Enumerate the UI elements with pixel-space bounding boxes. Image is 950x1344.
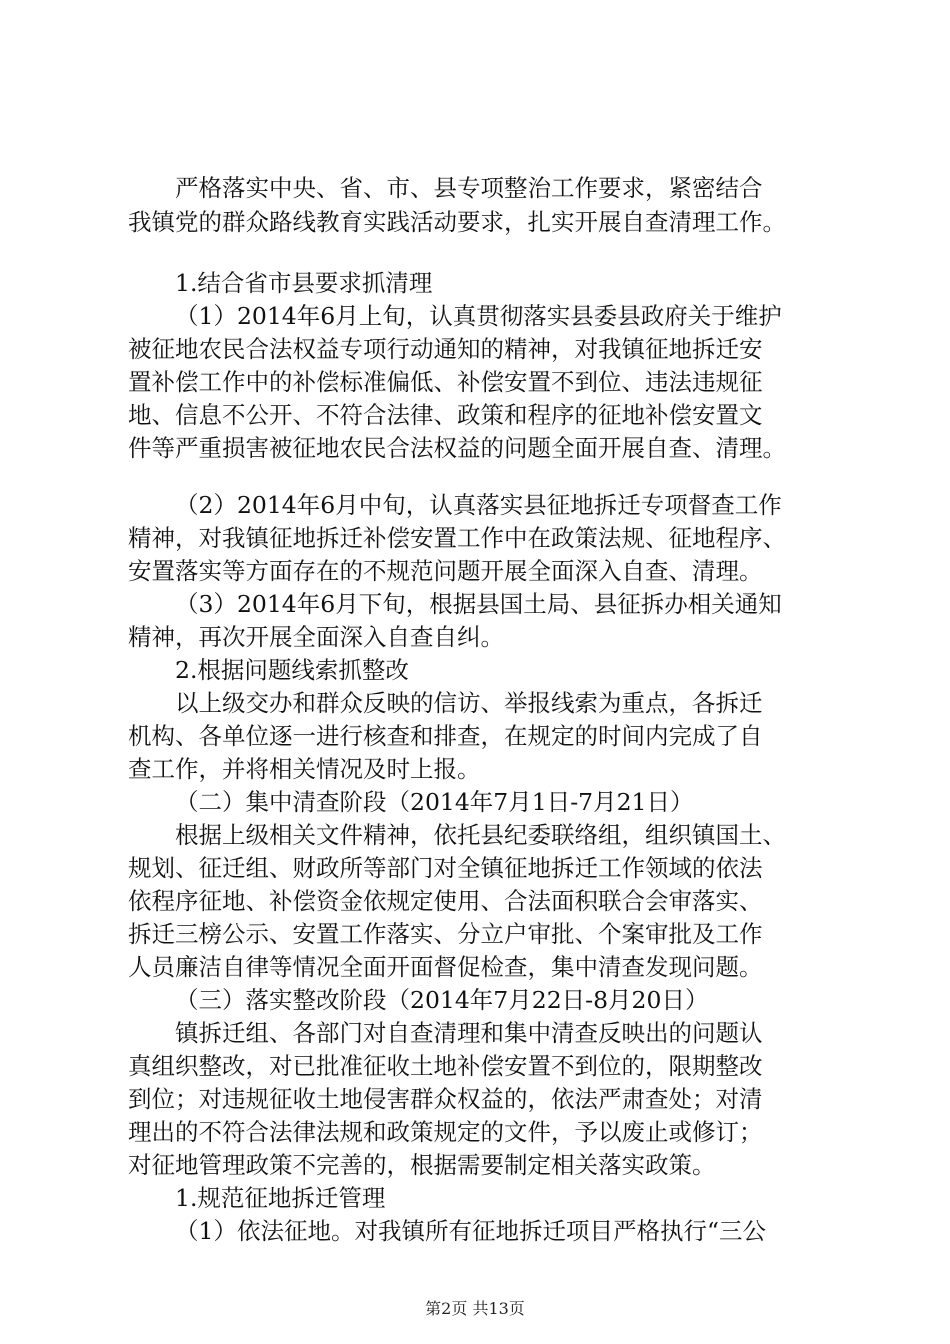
paragraph-line: 根据上级相关文件精神，依托县纪委联络组，组织镇国土、 [175, 821, 786, 849]
paragraph-line: 精神，对我镇征地拆迁补偿安置工作中在政策法规、征地程序、 [128, 524, 786, 552]
paragraph-line: 拆迁三榜公示、安置工作落实、分立户审批、个案审批及工作 [128, 920, 763, 948]
paragraph-line: 件等严重损害被征地农民合法权益的问题全面开展自查、清理。 [128, 434, 786, 462]
section-heading: 1.结合省市县要求抓清理 [175, 269, 433, 297]
paragraph-line: （3）2014年6月下旬，根据县国土局、县征拆办相关通知 [175, 590, 782, 618]
page-footer: 第2页 共13页 [425, 1299, 525, 1318]
paragraph-line: （2）2014年6月中旬，认真落实县征地拆迁专项督查工作 [175, 491, 782, 519]
paragraph-line: 真组织整改，对已批准征收土地补偿安置不到位的，限期整改 [128, 1052, 763, 1080]
section-heading: （二）集中清查阶段（2014年7月1日-7月21日） [175, 788, 694, 816]
paragraph-line: 地、信息不公开、不符合法律、政策和程序的征地补偿安置文 [128, 401, 763, 429]
paragraph-line: 理出的不符合法律法规和政策规定的文件，予以废止或修订； [128, 1118, 763, 1146]
paragraph-line: （1）依法征地。对我镇所有征地拆迁项目严格执行“三公 [175, 1217, 766, 1245]
section-heading: 2.根据问题线索抓整改 [175, 656, 409, 684]
paragraph-line: 查工作，并将相关情况及时上报。 [128, 755, 481, 783]
paragraph-line: 到位；对违规征收土地侵害群众权益的，依法严肃查处；对清 [128, 1085, 763, 1113]
paragraph-line: 依程序征地、补偿资金依规定使用、合法面积联合会审落实、 [128, 887, 763, 915]
paragraph-line: （1）2014年6月上旬，认真贯彻落实县委县政府关于维护 [175, 302, 782, 330]
section-heading: （三）落实整改阶段（2014年7月22日-8月20日） [175, 986, 709, 1014]
paragraph-line: 严格落实中央、省、市、县专项整治工作要求，紧密结合 [175, 174, 763, 202]
paragraph-line: 被征地农民合法权益专项行动通知的精神，对我镇征地拆迁安 [128, 335, 763, 363]
paragraph-line: 规划、征迁组、财政所等部门对全镇征地拆迁工作领域的依法 [128, 854, 763, 882]
paragraph-line: 以上级交办和群众反映的信访、举报线索为重点，各拆迁 [175, 689, 763, 717]
paragraph-line: 我镇党的群众路线教育实践活动要求，扎实开展自查清理工作。 [128, 208, 786, 236]
paragraph-line: 精神，再次开展全面深入自查自纠。 [128, 623, 504, 651]
paragraph-line: 安置落实等方面存在的不规范问题开展全面深入自查、清理。 [128, 557, 763, 585]
paragraph-line: 人员廉洁自律等情况全面开面督促检查，集中清查发现问题。 [128, 953, 763, 981]
paragraph-line: 机构、各单位逐一进行核查和排查，在规定的时间内完成了自 [128, 722, 763, 750]
paragraph-line: 镇拆迁组、各部门对自查清理和集中清查反映出的问题认 [175, 1019, 763, 1047]
paragraph-line: 置补偿工作中的补偿标准偏低、补偿安置不到位、违法违规征 [128, 368, 763, 396]
section-heading: 1.规范征地拆迁管理 [175, 1184, 386, 1212]
paragraph-line: 对征地管理政策不完善的，根据需要制定相关落实政策。 [128, 1151, 716, 1179]
